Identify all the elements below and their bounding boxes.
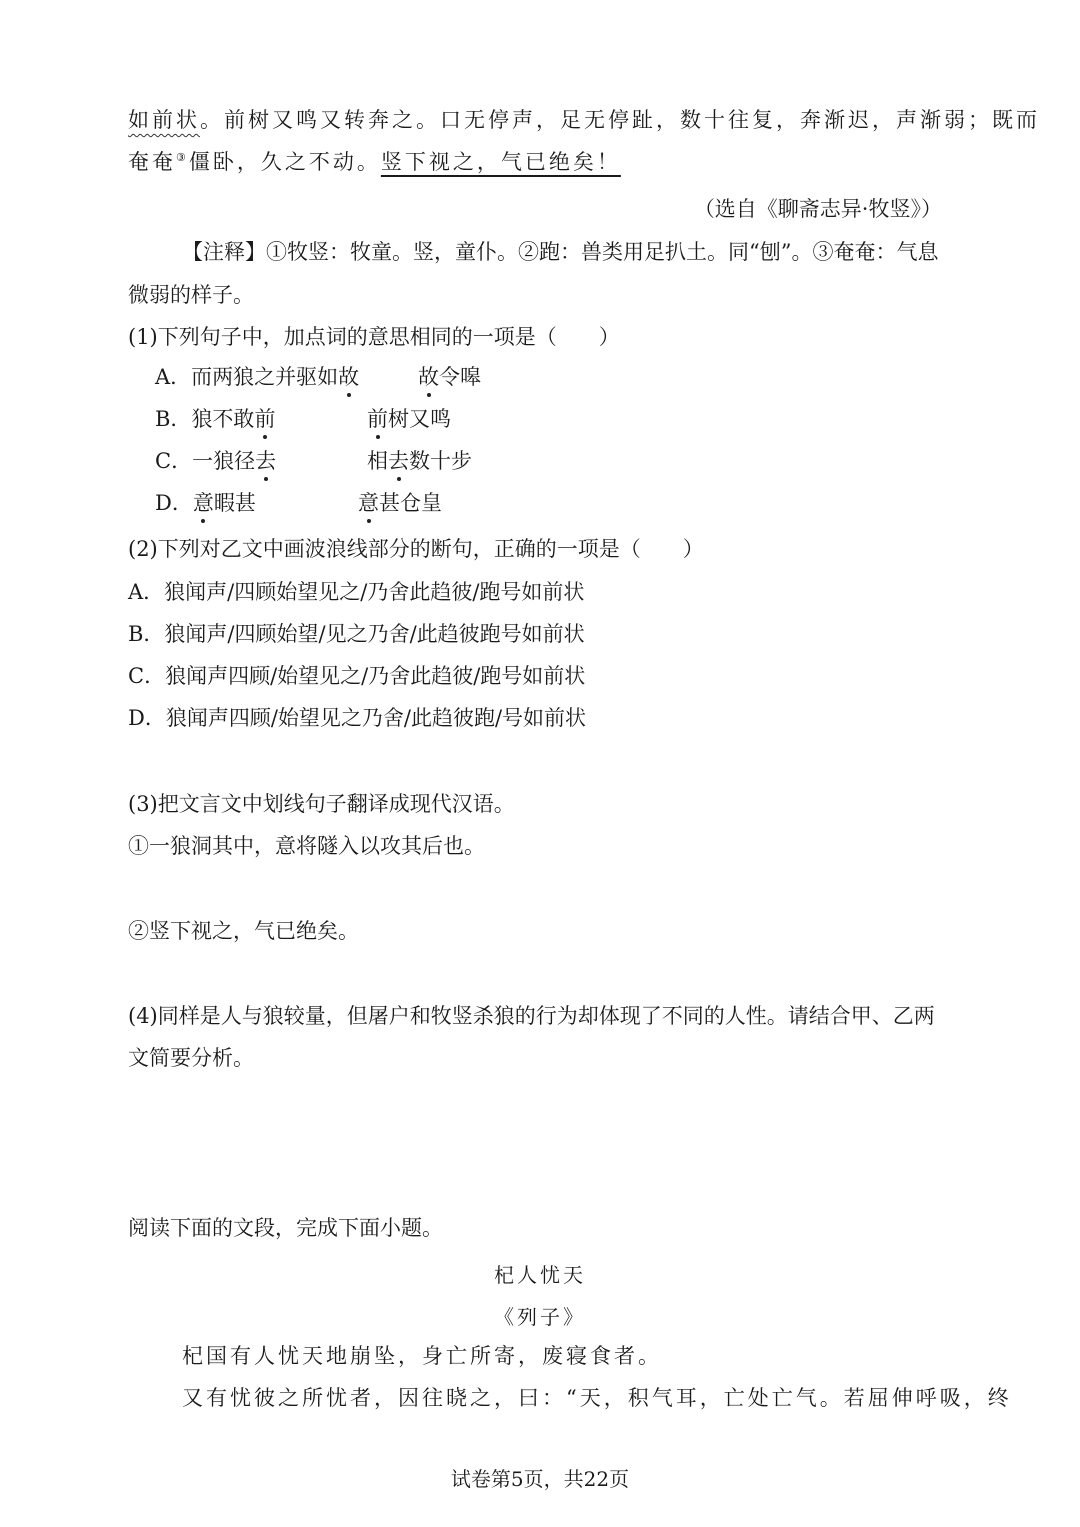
option-text: 暇甚 — [213, 491, 256, 515]
section-instruction: 阅读下面的文段，完成下面小题。 — [128, 1216, 443, 1240]
option-letter: A． — [155, 365, 192, 389]
option-text: 狼不敢 — [191, 407, 255, 431]
q1-option-c — [155, 449, 472, 474]
option-text: 令嗥 — [439, 365, 481, 389]
passage-author: 《列子》 — [494, 1305, 586, 1329]
question-4-line-2: 文简要分析。 — [128, 1046, 254, 1070]
q2-option-d: D．狼闻声四顾/始望见之乃舍/此趋彼跑/号如前状 — [128, 706, 587, 730]
dotted-word: 故 — [338, 365, 360, 389]
question-2-stem: (2)下列对乙文中画波浪线部分的断句，正确的一项是（ ） — [128, 537, 704, 561]
passage-line-1 — [128, 108, 1040, 133]
dotted-word: 前 — [254, 407, 276, 431]
passage-text: 奄奄 — [128, 150, 176, 174]
q1-option-d — [155, 491, 442, 516]
question-1-stem: (1)下列句子中，加点词的意思相同的一项是（ ） — [128, 325, 620, 349]
dotted-word: 去 — [255, 449, 277, 473]
option-text: 数十步 — [409, 449, 472, 473]
q3-item-1: ①一狼洞其中，意将隧入以攻其后也。 — [128, 834, 485, 858]
question-4-line-1: (4)同样是人与狼较量，但屠户和牧竖杀狼的行为却体现了不同的人性。请结合甲、乙两 — [128, 1004, 935, 1028]
passage-text: 。前树又鸣又转奔之。口无停声，足无停趾，数十往复，奔渐迟，声渐弱；既而 — [200, 108, 1040, 132]
passage-paragraph-1: 杞国有人忧天地崩坠，身亡所寄，废寝食者。 — [182, 1344, 662, 1368]
q1-option-a — [155, 365, 481, 390]
q2-option-c: C．狼闻声四顾/始望见之/乃舍此趋彼/跑号如前状 — [128, 664, 586, 688]
option-text: 一狼径 — [192, 449, 256, 473]
dotted-word: 故 — [418, 365, 439, 389]
option-letter: C． — [155, 449, 193, 473]
dotted-word: 前 — [367, 407, 388, 431]
option-b-phrase — [367, 449, 472, 474]
passage-text: 僵卧，久之不动。 — [188, 150, 381, 174]
q2-option-b: B．狼闻声/四顾始望/见之乃舍/此趋彼跑号如前状 — [128, 622, 585, 646]
footnote-marker: ③ — [176, 151, 189, 164]
option-b-phrase — [367, 407, 451, 432]
option-text: 树又鸣 — [388, 407, 451, 431]
annotation-line-2: 微弱的样子。 — [128, 283, 254, 307]
passage-title: 杞人忧天 — [494, 1263, 586, 1287]
option-text: 甚仓皇 — [379, 491, 442, 515]
dotted-word: 去 — [388, 449, 409, 473]
dotted-word: 意 — [358, 491, 379, 515]
q3-item-2: ②竖下视之，气已绝矣。 — [128, 919, 359, 943]
q1-option-b — [155, 407, 451, 432]
option-b-phrase — [418, 365, 481, 390]
passage-source: （选自《聊斋志异·牧竖》） — [693, 197, 942, 221]
dotted-word: 意 — [192, 491, 214, 515]
page-footer: 试卷第5页，共22页 — [450, 1467, 630, 1491]
option-text: 相 — [367, 449, 388, 473]
option-text: 而两狼之并驱如 — [191, 365, 339, 389]
option-letter: D． — [155, 491, 193, 515]
wavy-underlined-text: 如前状 — [128, 108, 200, 132]
passage-paragraph-2: 又有忧彼之所忧者，因往晓之，曰：“天，积气耳，亡处亡气。若屈伸呼吸，终 — [182, 1386, 1012, 1410]
annotation-line-1: 【注释】①牧竖：牧童。竖，童仆。②跑：兽类用足扒土。同“刨”。③奄奄：气息 — [182, 240, 939, 264]
q2-option-a: A．狼闻声/四顾始望见之/乃舍此趋彼/跑号如前状 — [128, 580, 585, 604]
underlined-sentence: 竖下视之，气已绝矣！ — [380, 150, 621, 174]
option-b-phrase — [358, 491, 442, 516]
option-letter: B． — [155, 407, 192, 431]
question-3-stem: (3)把文言文中划线句子翻译成现代汉语。 — [128, 792, 515, 816]
passage-line-2 — [128, 150, 621, 175]
